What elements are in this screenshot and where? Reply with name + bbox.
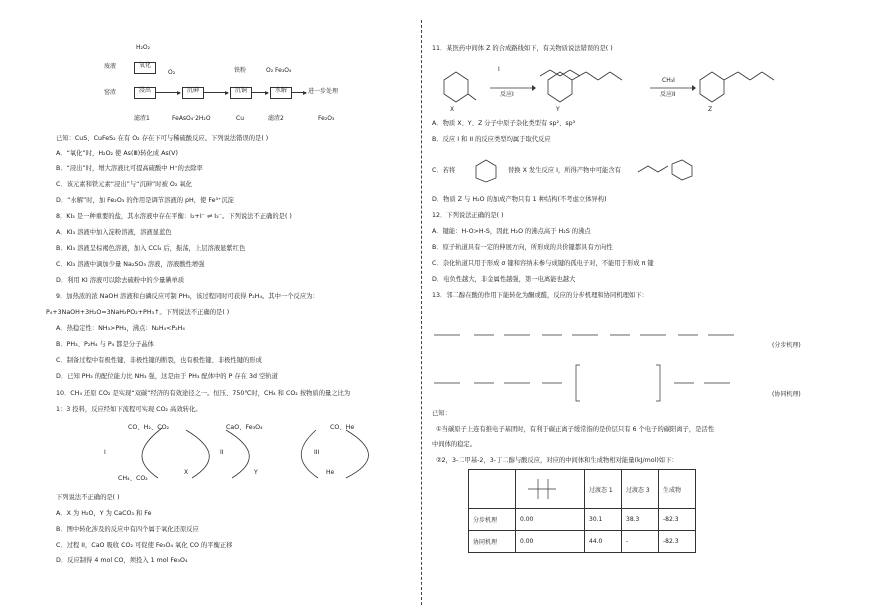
q12-option-c: C．杂化轨道只用于形成 σ 键和容纳未参与成键的孤电子对，不能用于形成 π 键 — [432, 260, 654, 267]
flow-box-hydrolysis: 水解 — [270, 87, 292, 99]
synthesis-scheme — [430, 58, 835, 114]
q8-option-b: B．KI₃ 溶液呈棕褐色溶液，加入 CCl₄ 后，振荡，上层溶液显紫红色 — [56, 245, 246, 252]
flow-residue: 窑渣 — [104, 89, 117, 96]
table-header-cell: 过渡态 1 — [585, 470, 622, 509]
q9-equation: P₄+3NaOH+3H₂O=3NaH₂PO₂+PH₃↑。下列说法不正确的是( ) — [46, 309, 230, 316]
known-label: 已知： — [432, 410, 451, 417]
table-cell: 协同机理 — [469, 531, 516, 553]
flow-o2-fe3o4: O₂ Fe₃O₄ — [266, 67, 292, 74]
q8-stem: 8．KI₃ 是一种重要的盐，其水溶液中存在平衡：I₂+I⁻ ⇌ I₃⁻。下列说法不正确的是( ) — [56, 213, 292, 220]
flow-h2o2: H₂O₂ — [136, 44, 151, 51]
energy-table — [468, 469, 696, 553]
q11-option-d: D．物质 Z 与 H₂O 的加成产物只有 1 种结构(不考虑立体异构) — [432, 196, 607, 203]
mech-concert-label: (协同机理) — [772, 391, 801, 398]
label-x: X — [450, 106, 455, 113]
q10-option-b: B．图中转化涉及的反应中有四个属于氧化还原反应 — [56, 526, 199, 533]
molecule-y — [548, 72, 572, 102]
flow-waste: 废液 — [104, 63, 117, 70]
bond — [570, 70, 580, 76]
mech-step-label: (分步机理) — [772, 342, 801, 349]
cycle-arc — [142, 428, 162, 478]
molecule-z — [700, 72, 724, 102]
flow-box-as: 沉砷 — [182, 87, 204, 99]
flow-box-oxidize: 氧化 — [134, 62, 156, 74]
q11-option-a: A．物质 X、Y、Z 分子中原子杂化类型有 sp²、sp³ — [432, 120, 576, 127]
bond — [762, 72, 774, 80]
cycle-arc — [226, 430, 249, 478]
flow-o2: O₂ — [168, 69, 176, 76]
q10-option-a: A．X 为 H₂O，Y 为 CaCO₃ 和 Fe — [56, 510, 152, 517]
table-cell: 38.3 — [622, 509, 659, 531]
bracket-right — [656, 365, 660, 401]
q9-option-c: C．制备过程中有极性键、非极性键的断裂，也有极性键、非极性键的形成 — [56, 357, 262, 364]
q9-option-d: D．已知 PH₃ 的配位能力比 NH₃ 强，这是由于 PH₃ 配体中的 P 存在 3d 空轨道 — [56, 373, 278, 380]
q7-option-c: C．该元素和铁元素“浸出”与“沉砷”时被 O₂ 氧化 — [56, 181, 192, 188]
q11-option-c: C．若将 — [432, 167, 456, 174]
bond — [750, 72, 762, 80]
note-1-cont: 中间体的稳定。 — [432, 441, 477, 448]
table-header-cell — [469, 470, 516, 509]
label-y: Y — [556, 106, 560, 113]
flow-further: 进一步处理 — [308, 88, 339, 95]
cycle-step-1: I — [104, 449, 106, 456]
table-cell: 44.0 — [585, 531, 622, 553]
q7-option-b: B．“浸出”时，增大溶液比可提高硫酸中 H⁺的去除率 — [56, 165, 203, 172]
step1-label: 反应I — [500, 91, 514, 98]
flow-arrow — [252, 92, 268, 93]
flow-arrow — [156, 92, 180, 93]
q10-question: 下列说法不正确的是( ) — [56, 494, 120, 501]
arrowhead — [692, 85, 696, 91]
molecule-alt — [470, 154, 506, 184]
table-row — [469, 509, 696, 531]
q11-stem: 11．某医药中间体 Z 的合成路线如下，有关物质说法错误的是( ) — [432, 45, 613, 52]
bond — [598, 72, 610, 80]
cycle-step-2: II — [220, 449, 224, 456]
table-header-cell: 生成物 — [659, 470, 696, 509]
reagent1: I — [498, 66, 500, 73]
q9-option-a: A．热稳定性：NH₃>PH₃，沸点：N₂H₄<P₂H₄ — [56, 325, 185, 332]
flow-arrow — [292, 92, 306, 93]
note-1: ①当碳原子上连有推电子基团时，有利于碳正离子缓常指的是价层只有 6 个电子的碳阳离子，是活性 — [436, 426, 715, 433]
table-cell: 30.1 — [585, 509, 622, 531]
q8-option-d: D．利用 KI 溶液可以除去硫粉中的少量碘单质 — [56, 277, 185, 284]
flow-filtrate1: 滤渣1 — [134, 115, 150, 122]
arrowhead — [532, 85, 536, 91]
flow-iron: 铁粉 — [234, 67, 247, 74]
cycle-bottom-y: Y — [254, 469, 258, 476]
q10-stem: 10．CH₄ 还原 CO₂ 是实现“双碳”经济的有效途径之一。恒压、750℃时，CH₄ 和 CO₂ 按物质的量之比为 — [56, 390, 351, 397]
flow-box-leach: 浸出 — [134, 87, 156, 99]
cycle-arc — [186, 430, 209, 478]
q12-option-a: A．键能：H-O>H-S，因此 H₂O 的沸点高于 H₂S 的沸点 — [432, 228, 591, 235]
bond — [540, 70, 550, 76]
bond — [468, 94, 476, 100]
flow-arrow — [204, 92, 228, 93]
q11-option-c-cont: 替换 X 发生反应 I，所得产物中可能含有 — [508, 167, 621, 174]
bond — [738, 72, 750, 80]
flow-fe2o3: Fe₂O₃ — [318, 115, 335, 122]
q8-option-a: A．KI₃ 溶液中加入淀粉溶液，溶液显蓝色 — [56, 229, 172, 236]
label-z: Z — [708, 106, 713, 113]
q12-option-b: B．原子轨道具有一定的伸展方向，所形成的共价键都具有方向性 — [432, 244, 613, 251]
q12-stem: 12．下列说法正确的是( ) — [432, 212, 504, 219]
flow-box-cu: 沉铜 — [230, 87, 252, 99]
q12-option-d: D．电负性越大，非金属性越强，第一电离能也越大 — [432, 276, 576, 283]
table-row — [469, 531, 696, 553]
table-header-row — [469, 470, 696, 509]
flow-cu: Cu — [236, 115, 244, 122]
step2-label: 反应II — [660, 91, 676, 98]
reagent2: CH₃I — [662, 77, 675, 84]
q7-option-a: A．“氧化”时，H₂O₂ 使 As(Ⅲ)转化成 As(Ⅴ) — [56, 150, 178, 157]
q8-option-c: C．KI₃ 溶液中滴加少量 Na₂SO₃ 溶液，溶液酸性增强 — [56, 261, 205, 268]
table-cell: -82.3 — [659, 531, 696, 553]
bond — [724, 72, 738, 80]
q9-stem: 9．加热浓的浓 NaOH 溶液和白磷反应可制 PH₃，该过程同时可获得 P₂H₄。其中一个反应为： — [56, 293, 319, 300]
q10-option-c: C．过程 II，CaO 吸收 CO₂ 可促使 Fe₃O₄ 氧化 CO 的平衡正移 — [56, 542, 233, 549]
table-cell: -82.3 — [659, 509, 696, 531]
cycle-top-left: CO、H₂、CO₂ — [128, 424, 170, 431]
cycle-bottom-right: He — [326, 469, 335, 476]
product-structure — [636, 156, 696, 184]
table-cell: 0.00 — [516, 509, 585, 531]
note-2: ②2，3-二甲基-2，3-丁二醇与酸反应，对应的中间体和生成物相对能量(kJ/mol)如下： — [436, 457, 678, 464]
table-cell: 分步机理 — [469, 509, 516, 531]
table-header-molecule — [516, 470, 585, 509]
bracket-left — [576, 365, 580, 401]
diol-structure — [520, 473, 564, 503]
q7-option-d: D．“水解”时，加 Fe₂O₃ 的作用是调节溶液的 pH，使 Fe³⁺沉淀 — [56, 197, 234, 204]
q11-option-b: B．反应 I 和 II 的反应类型均属于取代反应 — [432, 136, 551, 143]
bond — [586, 72, 598, 80]
table-cell: 0.00 — [516, 531, 585, 553]
q7-stem: 已知：CuS、CuFeS₂ 在有 O₂ 存在下可与稀硫酸反应。下列说法错误的是( ) — [56, 135, 269, 142]
flow-feaso4: FeAsO₄·2H₂O — [172, 115, 211, 122]
bond — [572, 72, 586, 80]
table-header-cell: 过渡态 3 — [622, 470, 659, 509]
cycle-top-mid: CaO、Fe₃O₄ — [226, 424, 263, 431]
q13-stem: 13．邻二醇在酸的作用下能转化为酮或醛，反应的分步机理和协同机理如下： — [432, 292, 648, 299]
bond — [610, 72, 622, 80]
cycle-bottom-x: X — [184, 469, 189, 476]
cycle-bottom-left: CH₄、CO₂ — [118, 475, 148, 482]
q9-option-b: B．PH₃、P₂H₄ 与 P₄ 都是分子晶体 — [56, 341, 154, 348]
cycle-arc — [346, 430, 369, 478]
column-divider — [421, 20, 422, 605]
table-cell: - — [622, 531, 659, 553]
cycle-top-right: CO、He — [330, 424, 355, 431]
cycle-step-3: III — [314, 449, 320, 456]
flow-filtrate2: 滤渣2 — [268, 115, 284, 122]
molecule-x — [444, 72, 468, 102]
q10-stem-cont: 1：3 投料，反应经如下流程可实现 CO₂ 高效转化。 — [56, 406, 202, 413]
q10-option-d: D．反应制得 4 mol CO，须投入 1 mol Fe₃O₄ — [56, 557, 188, 564]
